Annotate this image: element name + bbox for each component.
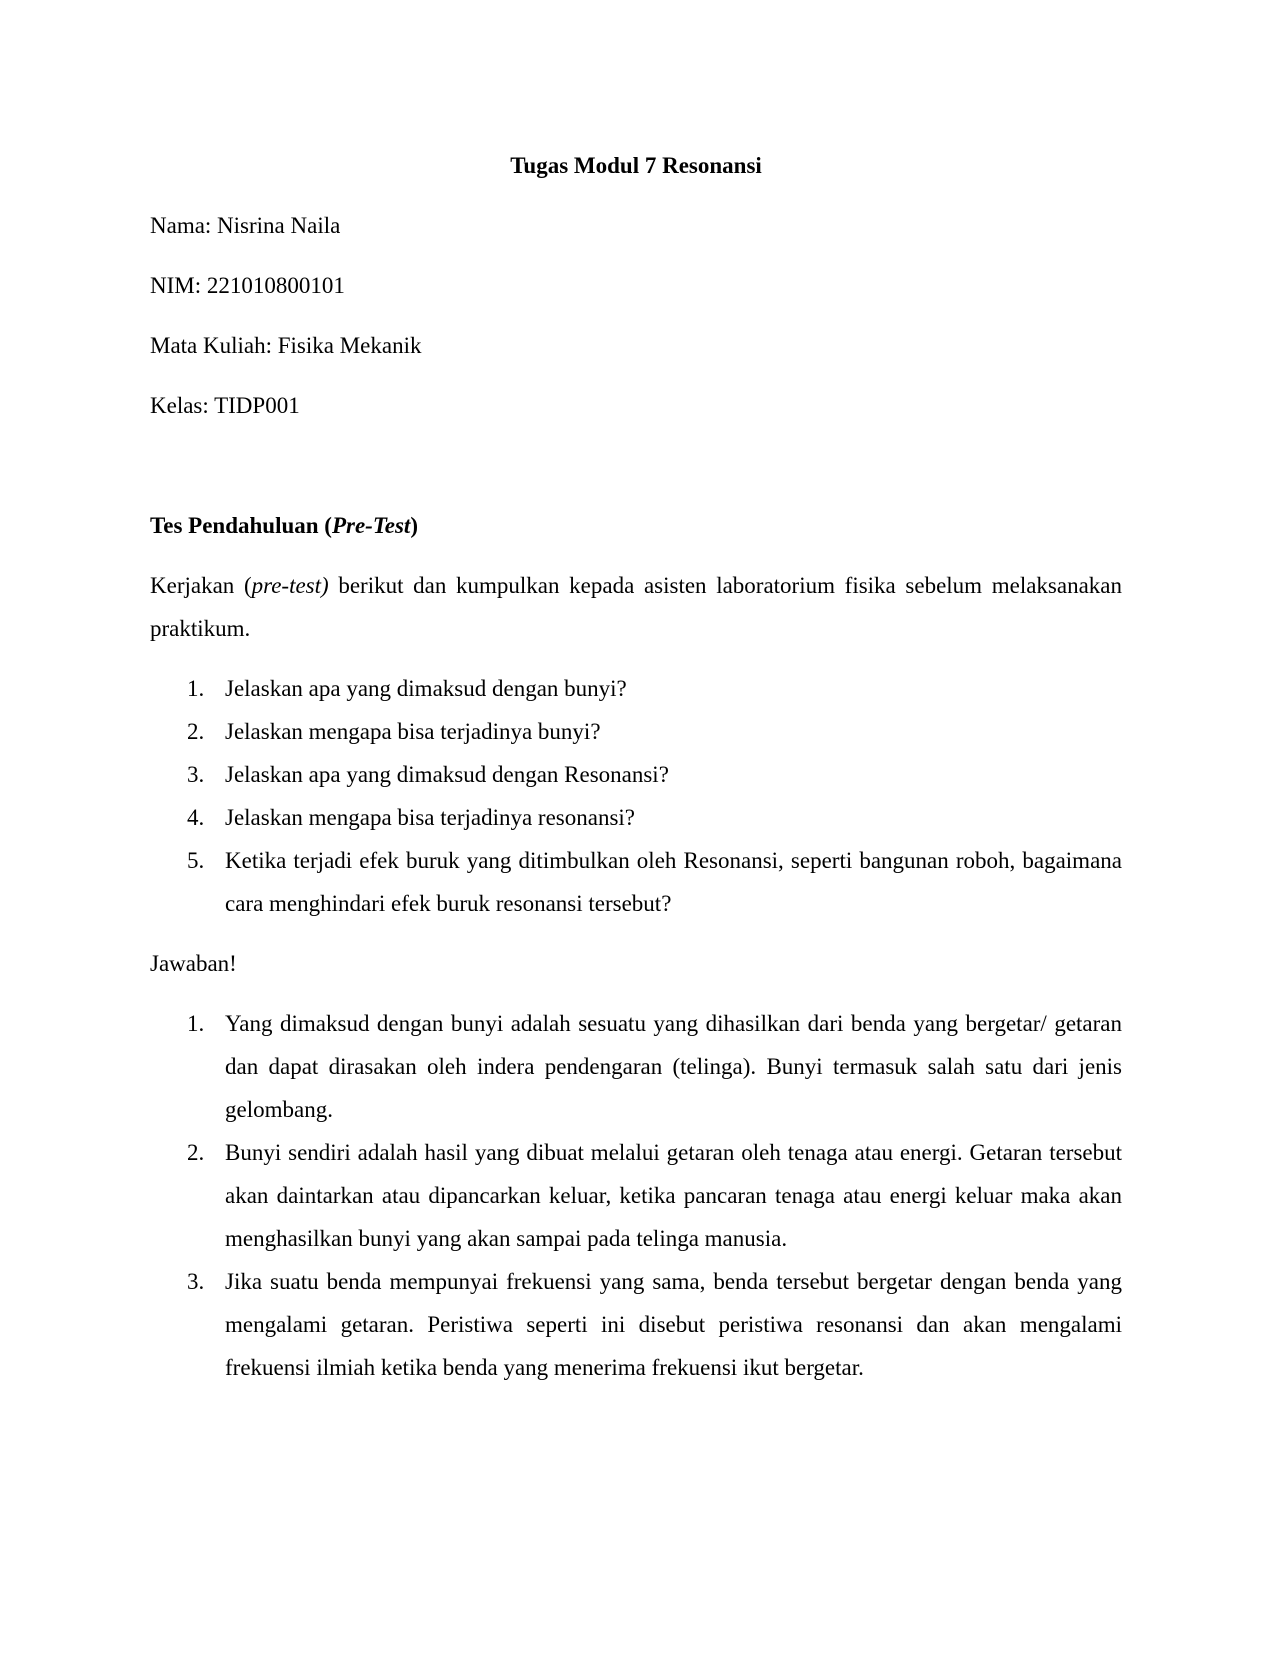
question-text: Jelaskan apa yang dimaksud dengan bunyi?: [225, 676, 627, 701]
field-nim: NIM: 221010800101: [150, 273, 345, 298]
question-text: Jelaskan apa yang dimaksud dengan Resonansi?: [225, 762, 669, 787]
answer-text: Bunyi sendiri adalah hasil yang dibuat melalui getaran oleh tenaga atau energi. Getaran tersebut akan daintarkan atau dipancarkan keluar, ketika pancaran tenaga atau energi keluar maka akan menghasilkan bunyi yang akan sampai pada telinga manusia.: [225, 1140, 1122, 1251]
section-heading-pre: Tes Pendahuluan (: [150, 513, 332, 538]
question-text: Ketika terjadi efek buruk yang ditimbulkan oleh Resonansi, seperti bangunan roboh, bagaimana cara menghindari efek buruk resonansi tersebut?: [225, 848, 1122, 916]
section-heading-post: ): [410, 513, 418, 538]
intro-post: berikut dan kumpulkan kepada asisten laboratorium fisika sebelum melaksanakan praktikum.: [150, 573, 1122, 641]
answer-item: [150, 1002, 1122, 1131]
intro-paragraph: [150, 564, 1122, 650]
answer-list: [150, 1002, 1122, 1389]
question-number: 3.: [187, 762, 205, 787]
answer-number: 3.: [187, 1269, 205, 1294]
answer-number: 2.: [187, 1140, 205, 1165]
answer-number: 1.: [187, 1011, 205, 1036]
intro-italic: pre-test): [251, 573, 329, 598]
document-content: [150, 144, 1122, 1406]
document-title: Tugas Modul 7 Resonansi: [510, 153, 762, 178]
question-item: [150, 796, 1122, 839]
question-item: [150, 667, 1122, 710]
answer-item: [150, 1131, 1122, 1260]
question-number: 5.: [187, 848, 205, 873]
question-text: Jelaskan mengapa bisa terjadinya bunyi?: [225, 719, 601, 744]
question-item: [150, 710, 1122, 753]
question-number: 4.: [187, 805, 205, 830]
question-text: Jelaskan mengapa bisa terjadinya resonansi?: [225, 805, 636, 830]
answer-item: [150, 1260, 1122, 1389]
field-kelas: Kelas: TIDP001: [150, 393, 300, 418]
question-list: [150, 667, 1122, 925]
answer-text: Yang dimaksud dengan bunyi adalah sesuatu yang dihasilkan dari benda yang bergetar/ getaran dan dapat dirasakan oleh indera pendengaran (telinga). Bunyi termasuk salah satu dari jenis gelombang.: [225, 1011, 1122, 1122]
answers-label: Jawaban!: [150, 951, 237, 976]
question-item: [150, 839, 1122, 925]
field-nama: Nama: Nisrina Naila: [150, 213, 341, 238]
question-number: 1.: [187, 676, 205, 701]
section-heading-italic: Pre-Test: [331, 513, 411, 538]
section-heading: [150, 504, 1122, 547]
question-item: [150, 753, 1122, 796]
spacer: [150, 444, 1122, 504]
field-mata-kuliah: Mata Kuliah: Fisika Mekanik: [150, 333, 422, 358]
answer-text: Jika suatu benda mempunyai frekuensi yang sama, benda tersebut bergetar dengan benda yang mengalami getaran. Peristiwa seperti ini disebut peristiwa resonansi dan akan mengalami frekuensi ilmiah ketika benda yang menerima frekuensi ikut bergetar.: [225, 1269, 1122, 1380]
question-number: 2.: [187, 719, 205, 744]
intro-pre: Kerjakan (: [150, 573, 252, 598]
